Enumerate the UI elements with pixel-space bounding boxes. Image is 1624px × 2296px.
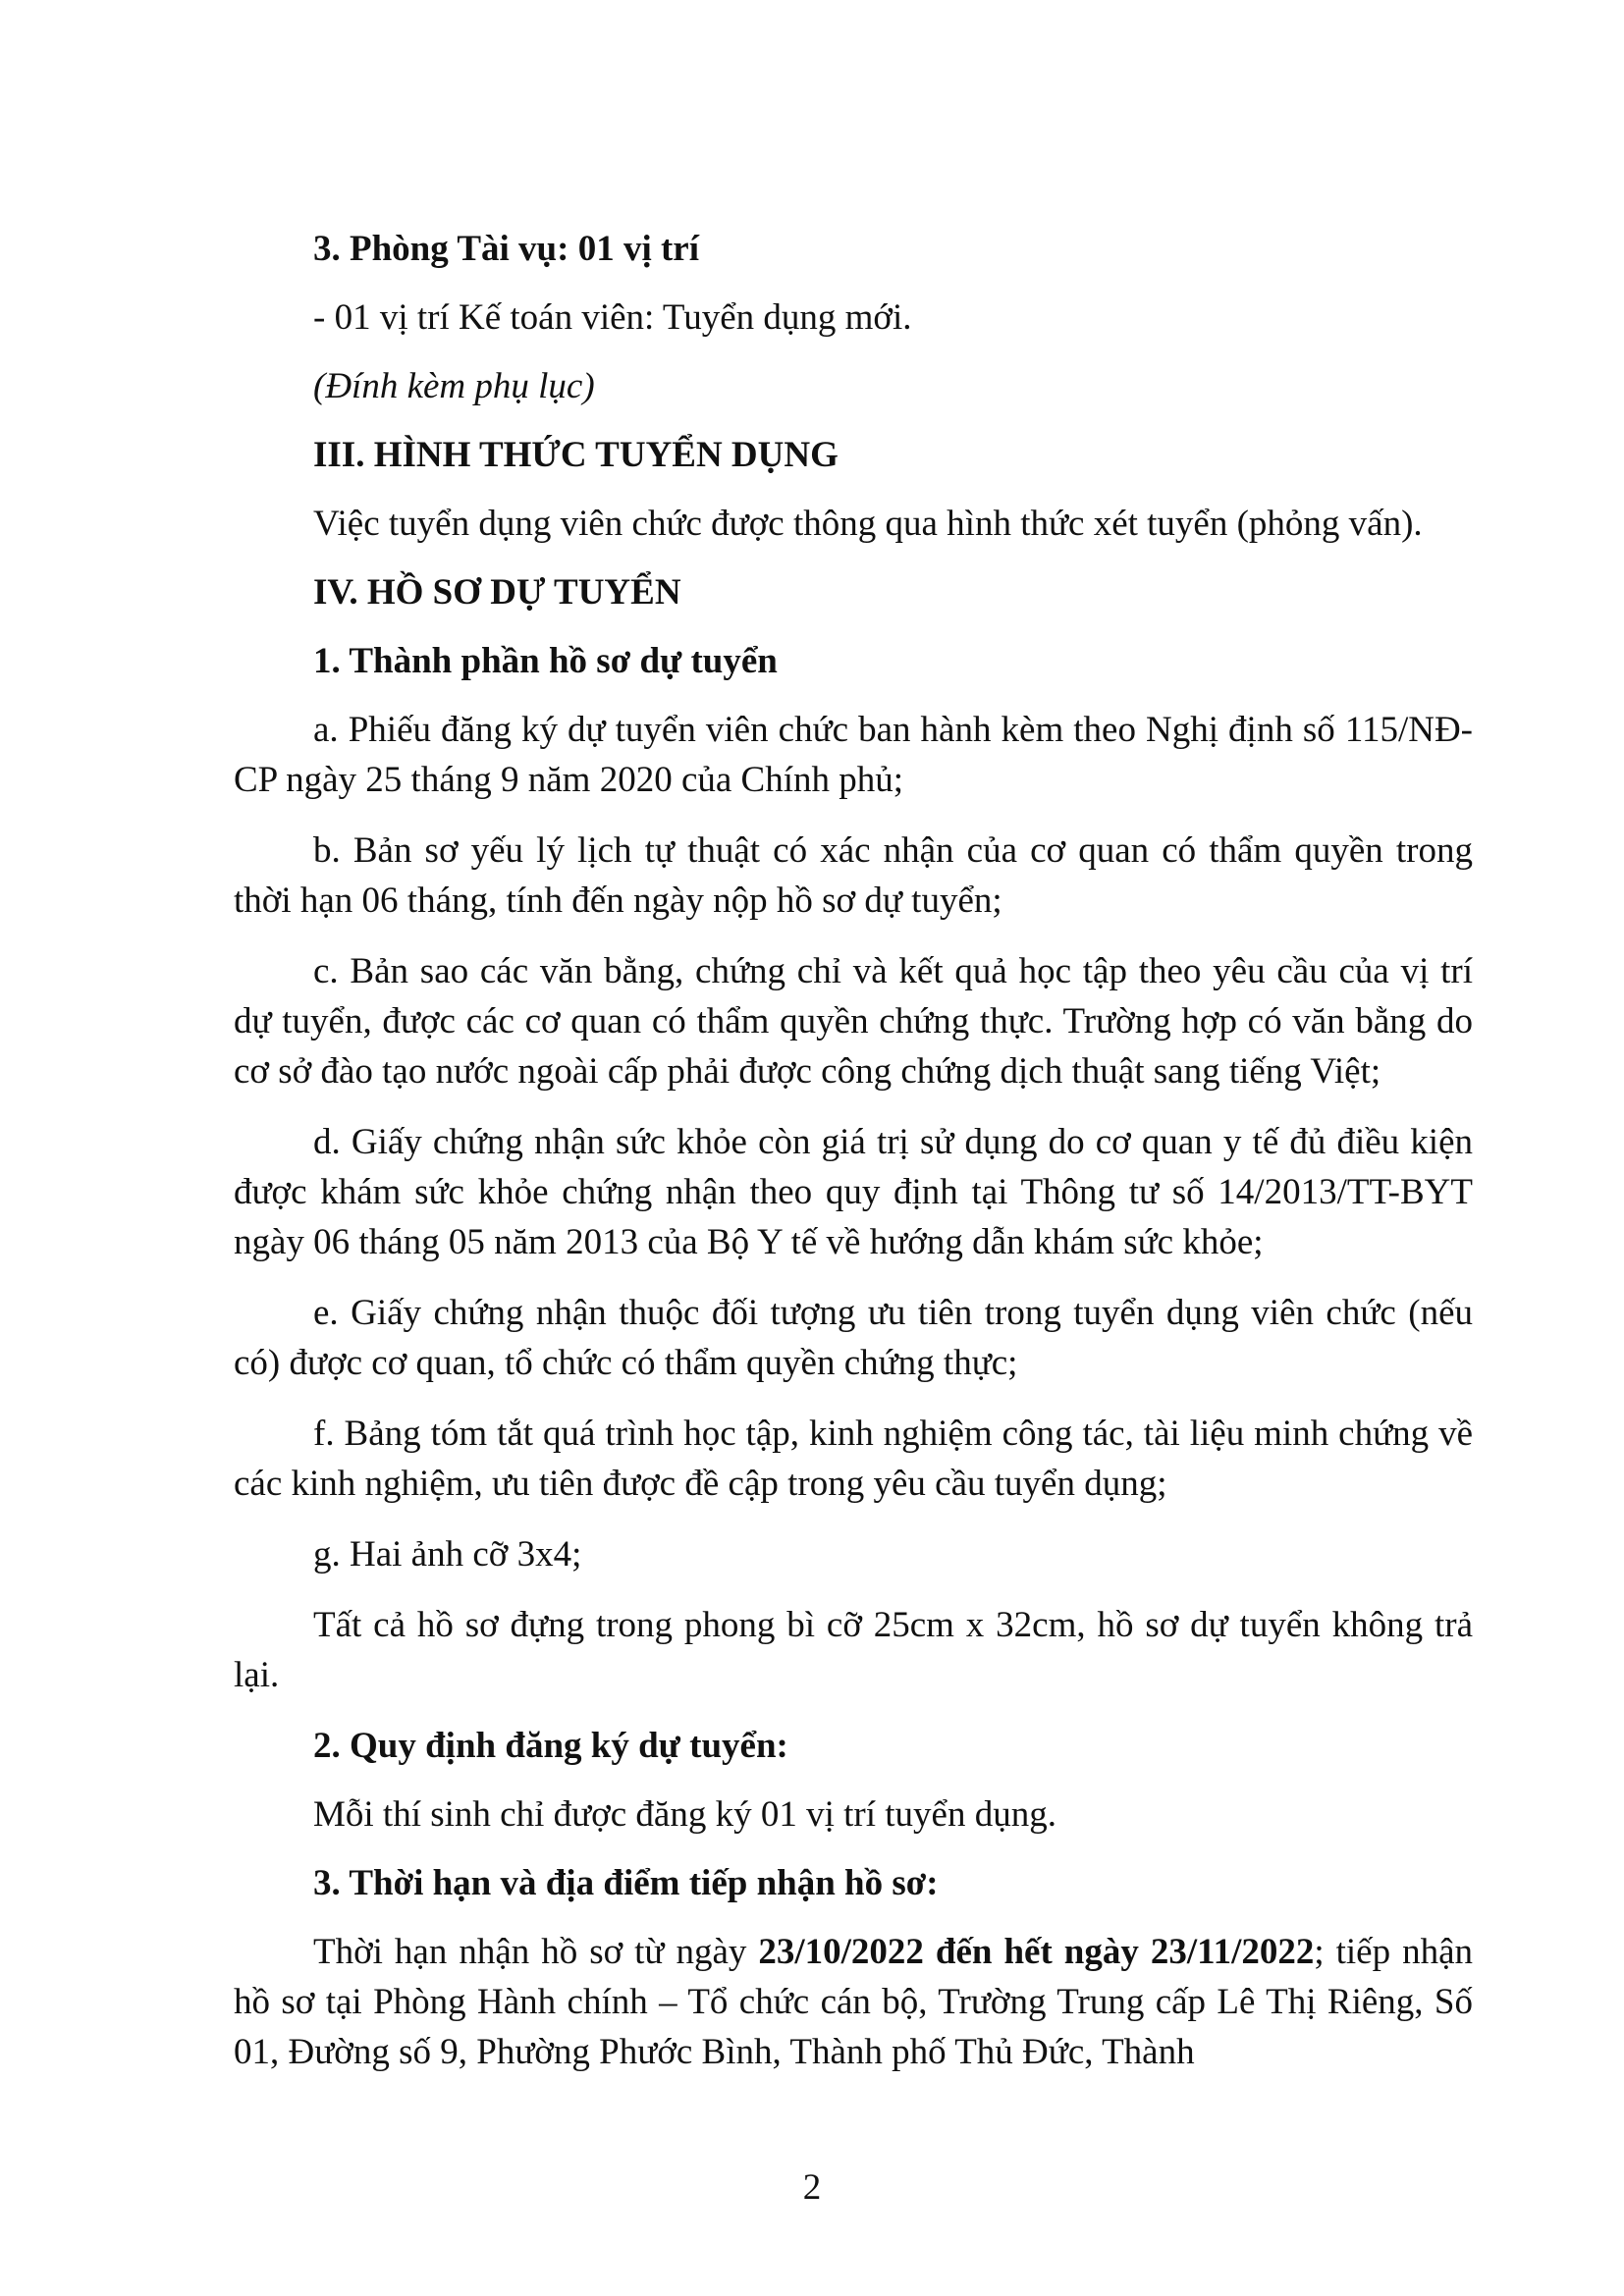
- item-f: f. Bảng tóm tắt quá trình học tập, kinh nghiệm công tác, tài liệu minh chứng về các kinh nghiệm, ưu tiên được đề cập trong yêu cầu tuyển dụng;: [234, 1414, 1473, 1504]
- item-d: d. Giấy chứng nhận sức khỏe còn giá trị sử dụng do cơ quan y tế đủ điều kiện được khám sức khỏe chứng nhận theo quy định tại Thông tư số 14/2013/TT-BYT ngày 06 tháng 05 năm 2013 của Bộ Y tế về hướng dẫn khám sức khỏe;: [234, 1122, 1473, 1262]
- item-b: b. Bản sơ yếu lý lịch tự thuật có xác nhận của cơ quan có thẩm quyền trong thời hạn 06 tháng, tính đến ngày nộp hồ sơ dự tuyển;: [234, 830, 1473, 921]
- page-number: 2: [802, 2167, 822, 2208]
- envelope-note: Tất cả hồ sơ đựng trong phong bì cỡ 25cm x 32cm, hồ sơ dự tuyển không trả lại.: [234, 1605, 1473, 1695]
- item-c: c. Bản sao các văn bằng, chứng chỉ và kết quả học tập theo yêu cầu của vị trí dự tuyển, được các cơ quan có thẩm quyền chứng thực. Trường hợp có văn bằng do cơ sở đào tạo nước ngoài cấp phải được công chứng dịch thuật sang tiếng Việt;: [234, 951, 1473, 1092]
- deadline-date-range: 23/10/2022 đến hết ngày 23/11/2022: [758, 1932, 1315, 1972]
- section-3-item: - 01 vị trí Kế toán viên: Tuyển dụng mới.: [313, 297, 912, 338]
- section-iii-text: Việc tuyển dụng viên chức được thông qua hình thức xét tuyển (phỏng vấn).: [313, 504, 1423, 544]
- deadline-paragraph: [234, 1927, 1473, 2077]
- deadline-prefix: Thời hạn nhận hồ sơ từ ngày: [313, 1932, 759, 1972]
- section-iii-heading: III. HÌNH THỨC TUYỂN DỤNG: [313, 435, 839, 475]
- subsection-3-heading: 3. Thời hạn và địa điểm tiếp nhận hồ sơ:: [313, 1863, 939, 1903]
- item-g: g. Hai ảnh cỡ 3x4;: [313, 1534, 582, 1575]
- subsection-1-heading: 1. Thành phần hồ sơ dự tuyển: [313, 641, 778, 681]
- item-e: e. Giấy chứng nhận thuộc đối tượng ưu tiên trong tuyển dụng viên chức (nếu có) được cơ quan, tổ chức có thẩm quyền chứng thực;: [234, 1293, 1473, 1383]
- subsection-2-text: Mỗi thí sinh chỉ được đăng ký 01 vị trí tuyển dụng.: [313, 1794, 1056, 1835]
- subsection-2-heading: 2. Quy định đăng ký dự tuyển:: [313, 1726, 788, 1766]
- deadline-suffix: ; tiếp nhận hồ sơ tại Phòng Hành chính – Tổ chức cán bộ, Trường Trung cấp Lê Thị Riêng, Số 01, Đường số 9, Phường Phước Bình, Thành phố Thủ Đức, Thành: [234, 1932, 1474, 2072]
- item-a: a. Phiếu đăng ký dự tuyển viên chức ban hành kèm theo Nghị định số 115/NĐ-CP ngày 25 tháng 9 năm 2020 của Chính phủ;: [234, 710, 1473, 800]
- section-iv-heading: IV. HỒ SƠ DỰ TUYỂN: [313, 572, 681, 613]
- section-3-heading: 3. Phòng Tài vụ: 01 vị trí: [313, 229, 699, 269]
- attachment-note: (Đính kèm phụ lục): [313, 366, 595, 406]
- document-body: [234, 224, 1473, 2096]
